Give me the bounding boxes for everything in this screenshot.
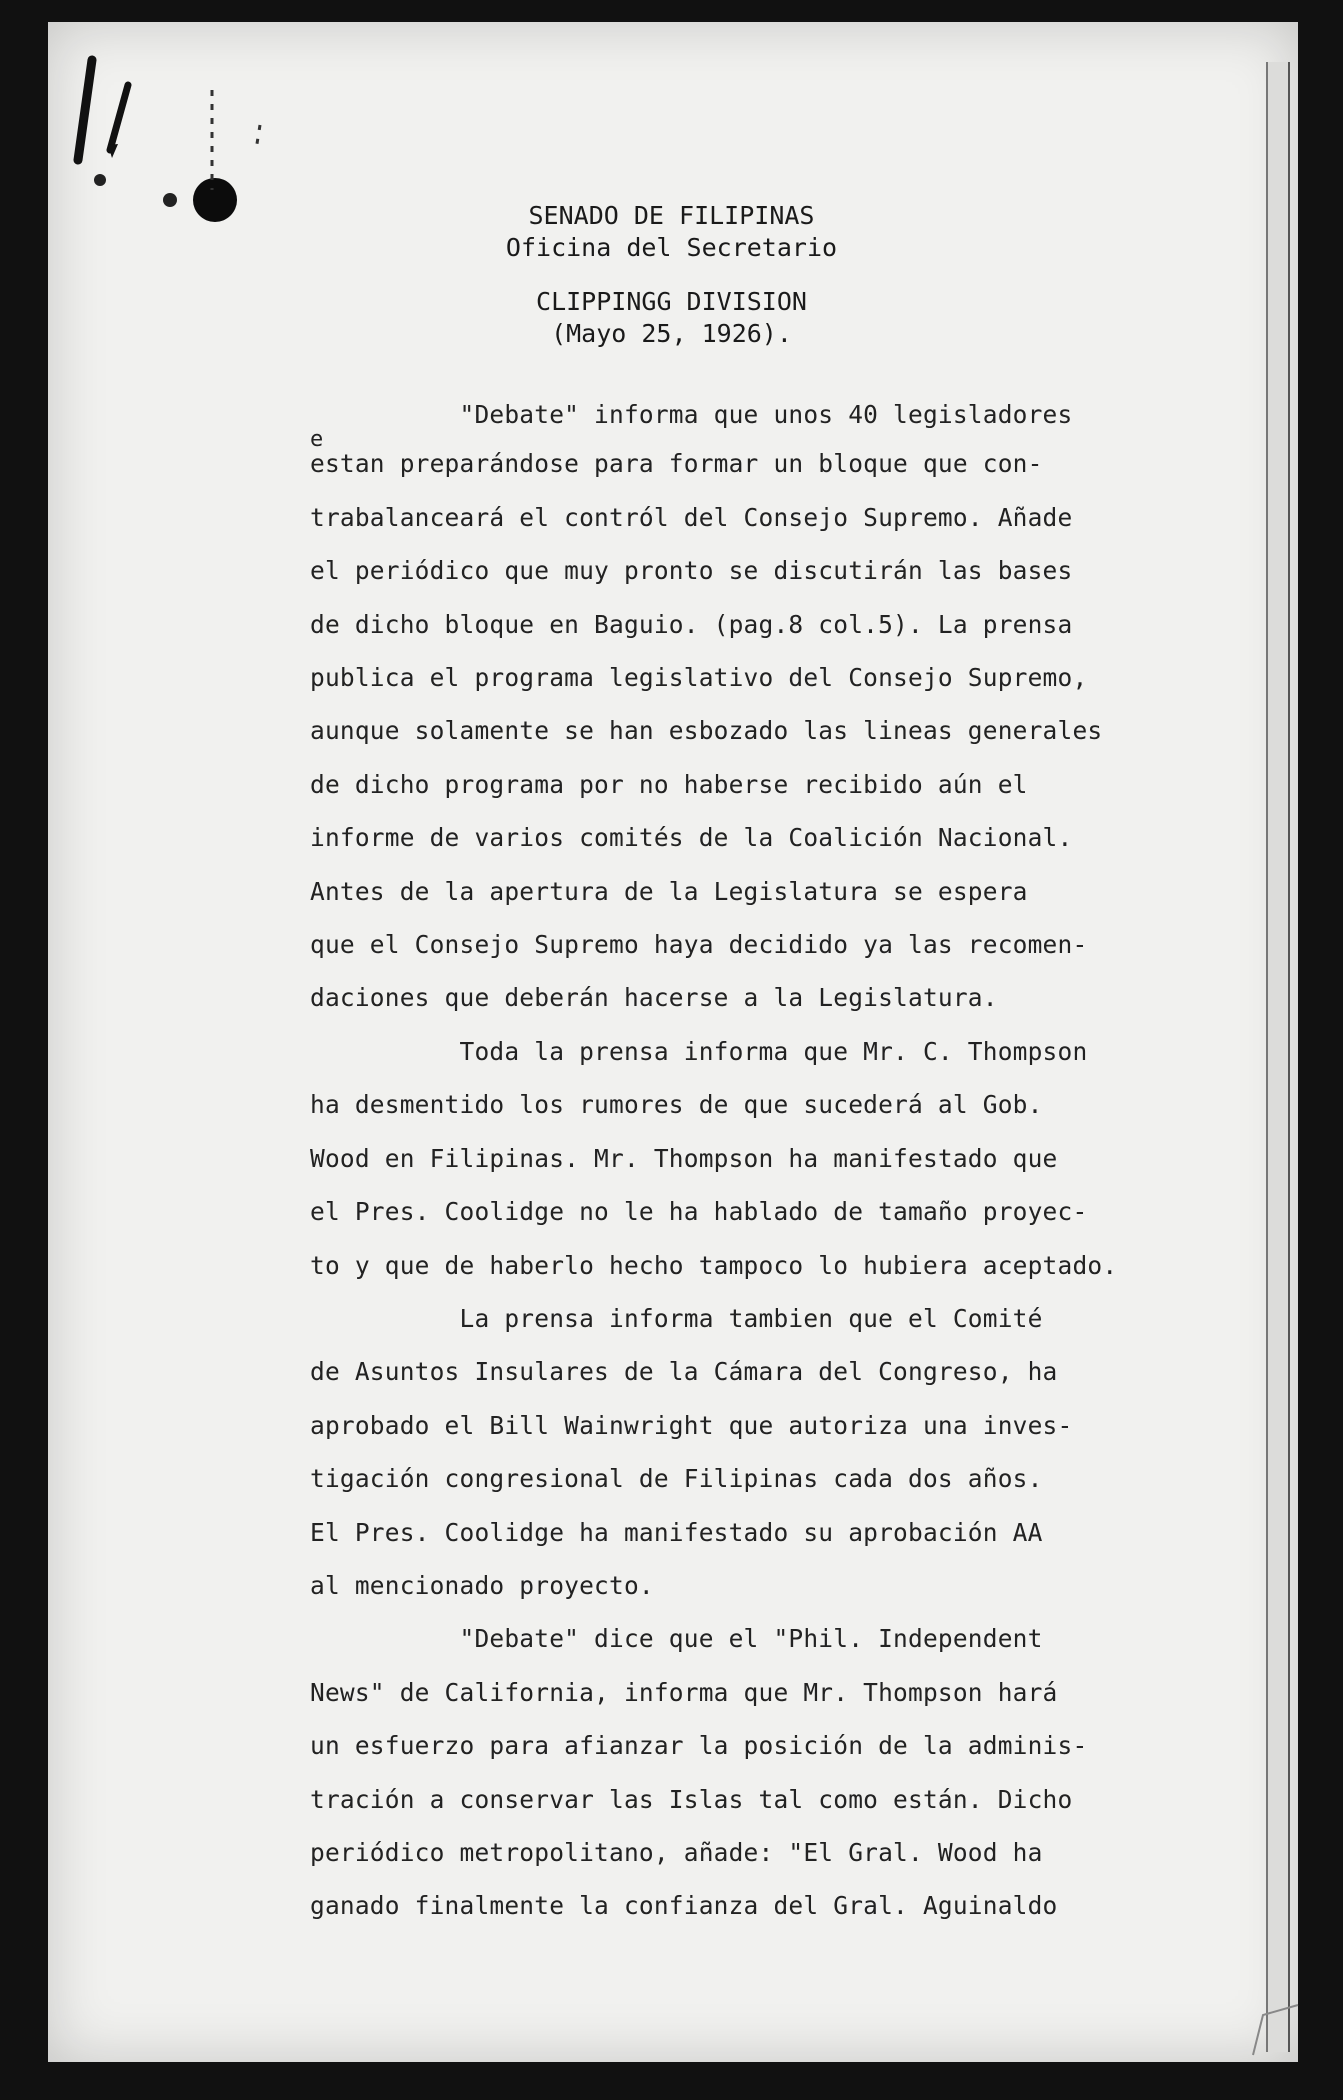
text-line: que el Consejo Supremo haya decidido ya las recomen- [310, 930, 1088, 960]
text-line: periódico metropolitano, añade: "El Gral. Wood ha [310, 1837, 1043, 1867]
text-line: tración a conservar las Islas tal como están. Dicho [310, 1784, 1073, 1814]
text-line: el Pres. Coolidge no le ha hablado de tamaño proyec- [310, 1197, 1088, 1227]
header-division: CLIPPINGG DIVISION [536, 287, 807, 316]
text-line: daciones que deberán hacerse a la Legislatura. [310, 983, 998, 1013]
text-line: tigación congresional de Filipinas cada dos años. [310, 1464, 1043, 1494]
text-line: aprobado el Bill Wainwright que autoriza una inves- [310, 1410, 1073, 1440]
text-line: publica el programa legislativo del Consejo Supremo, [310, 663, 1088, 693]
header-office: Oficina del Secretario [505, 233, 838, 262]
text-line: estan preparándose para formar un bloque que con- [310, 449, 1043, 479]
text-line: "Debate" dice que el "Phil. Independent [310, 1624, 1043, 1654]
text-line: un esfuerzo para afianzar la posición de la adminis- [310, 1731, 1088, 1761]
text-line: Antes de la apertura de la Legislatura se espera [310, 876, 1028, 906]
text-line: de dicho bloque en Baguio. (pag.8 col.5). La prensa [310, 609, 1073, 639]
text-line: Toda la prensa informa que Mr. C. Thompson [310, 1036, 1088, 1066]
text-line: informe de varios comités de la Coalición Nacional. [310, 823, 1073, 853]
text-line: Wood en Filipinas. Mr. Thompson ha manifestado que [310, 1143, 1058, 1173]
text-line-insertion: e [310, 427, 324, 453]
text-line: aunque solamente se han esbozado las lineas generales [310, 716, 1103, 746]
text-line: "Debate" informa que unos 40 legisladores [310, 400, 1073, 429]
text-line: El Pres. Coolidge ha manifestado su aprobación AA [310, 1517, 1043, 1547]
text-line: News" de California, informa que Mr. Thompson hará [310, 1677, 1058, 1707]
header-date: (Mayo 25, 1926). [551, 319, 792, 348]
text-line: ha desmentido los rumores de que sucederá al Gob. [310, 1090, 1043, 1120]
text-line: al mencionado proyecto. [310, 1570, 654, 1600]
text-line: trabalanceará el contról del Consejo Supremo. Añade [310, 502, 1073, 532]
text-line: de Asuntos Insulares de la Cámara del Congreso, ha [310, 1357, 1058, 1387]
text-line: La prensa informa tambien que el Comité [310, 1303, 1043, 1333]
document-header [0, 200, 1343, 350]
text-line: to y que de haberlo hecho tampoco lo hubiera aceptado. [310, 1250, 1118, 1280]
text-line: el periódico que muy pronto se discutirán las bases [310, 556, 1073, 586]
text-line: de dicho programa por no haberse recibido aún el [310, 769, 1028, 799]
document-body [310, 388, 1270, 1933]
page-corner-crease [1243, 2000, 1303, 2060]
text-line: ganado finalmente la confianza del Gral. Aguinaldo [310, 1891, 1058, 1921]
header-senate: SENADO DE FILIPINAS [528, 201, 815, 230]
